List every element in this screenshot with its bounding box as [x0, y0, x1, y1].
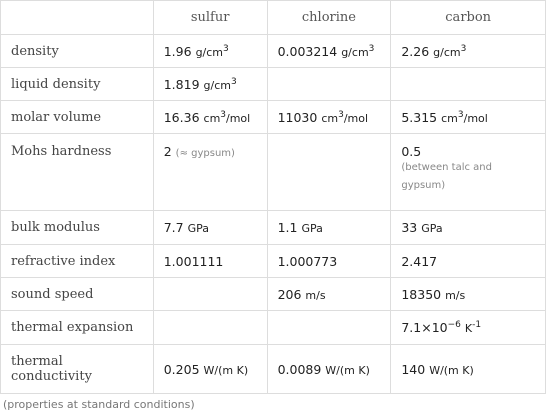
unit-exponent: 3: [230, 76, 237, 87]
empty-cell: [153, 311, 267, 345]
value-cell: [153, 245, 267, 278]
value-number: 7.1×10: [401, 320, 448, 335]
unit-exponent: 3: [220, 109, 227, 120]
value-note: (between talc and gypsum): [401, 162, 492, 191]
value-number: 0.5: [401, 144, 422, 159]
value-unit: GPa: [301, 222, 323, 235]
value-cell: [391, 101, 546, 134]
value-number: 0.0089: [277, 361, 322, 377]
empty-cell: [267, 134, 391, 211]
empty-cell: [391, 68, 546, 101]
value-unit: cm: [321, 111, 339, 125]
column-header-chlorine: chlorine: [267, 1, 391, 35]
value-unit: GPa: [187, 222, 210, 235]
value-number: 1.819: [163, 76, 200, 92]
row-label: molar volume: [1, 101, 154, 134]
value-cell: [391, 278, 546, 311]
table-row: [1, 134, 546, 211]
value-number: 2.417: [401, 253, 438, 269]
value-cell: [391, 245, 546, 278]
value-number: 140: [401, 361, 426, 377]
unit-exponent: -1: [472, 319, 482, 330]
table-row: [1, 68, 546, 101]
footnote: (properties at standard conditions): [3, 398, 195, 411]
table-row: [1, 245, 546, 278]
empty-cell: [267, 311, 391, 345]
number-exponent: −6: [447, 319, 461, 330]
value-unit: m/s: [305, 288, 326, 302]
unit-exponent: 3: [338, 109, 344, 120]
row-label: liquid density: [1, 68, 154, 101]
value-unit: g/cm: [341, 45, 369, 59]
value-number: 0.003214: [277, 43, 338, 59]
column-header-carbon: carbon: [391, 1, 546, 35]
corner-header: [1, 1, 154, 35]
value-number: 5.315: [401, 109, 438, 125]
header-row: [1, 1, 546, 35]
value-note: (≈ gypsum): [175, 148, 235, 159]
value-cell: [391, 345, 546, 394]
unit-exponent: 3: [457, 109, 464, 120]
value-unit: g/cm: [203, 78, 231, 92]
value-cell: [153, 101, 267, 134]
empty-cell: [153, 278, 267, 311]
value-cell: [267, 101, 391, 134]
value-number: 1.1: [277, 220, 298, 235]
value-cell: [267, 245, 391, 278]
row-label: bulk modulus: [1, 211, 154, 245]
row-label: thermal conductivity: [1, 345, 154, 394]
unit-exponent: 3: [368, 43, 375, 54]
value-cell: [153, 35, 267, 68]
value-unit: W/(m K): [325, 363, 370, 377]
value-number: 18350: [401, 286, 442, 302]
value-number: 16.36: [163, 109, 200, 125]
table-row: [1, 35, 546, 68]
value-number: 206: [277, 286, 302, 302]
column-header-sulfur: sulfur: [153, 1, 267, 35]
unit-exponent: 3: [460, 43, 467, 54]
value-cell: [153, 134, 267, 211]
value-cell: [391, 134, 546, 211]
value-number: 1.96: [163, 43, 192, 59]
value-unit: W/(m K): [429, 363, 474, 377]
value-number: 7.7: [163, 220, 184, 235]
table-row: [1, 278, 546, 311]
value-unit: K: [464, 322, 473, 335]
value-number: 33: [401, 220, 418, 235]
table-row: [1, 211, 546, 245]
unit-exponent: 3: [223, 43, 229, 54]
value-unit: cm: [441, 111, 458, 125]
value-cell: [267, 278, 391, 311]
row-label: refractive index: [1, 245, 154, 278]
value-unit: m/s: [445, 288, 466, 302]
row-label: thermal expansion: [1, 311, 154, 345]
value-unit: g/cm: [195, 45, 224, 59]
value-unit: W/(m K): [203, 363, 249, 377]
value-unit-suffix: /mol: [463, 111, 488, 125]
value-unit-suffix: /mol: [343, 111, 369, 125]
value-cell: [153, 68, 267, 101]
table-row: [1, 101, 546, 134]
value-cell: [391, 311, 546, 345]
value-number: 2: [163, 144, 172, 159]
value-cell: [267, 35, 391, 68]
value-unit: cm: [203, 111, 221, 125]
table-row: [1, 345, 546, 394]
value-cell: [267, 345, 391, 394]
table-row: [1, 311, 546, 345]
value-number: 2.26: [401, 43, 430, 59]
row-label: sound speed: [1, 278, 154, 311]
value-cell: [153, 345, 267, 394]
value-number: 1.000773: [277, 253, 338, 269]
value-unit: GPa: [421, 222, 443, 235]
value-number: 1.001111: [163, 253, 224, 269]
row-label: density: [1, 35, 154, 68]
value-cell: [391, 35, 546, 68]
value-unit: g/cm: [433, 45, 461, 59]
value-cell: [267, 211, 391, 245]
value-number: 11030: [277, 109, 318, 125]
empty-cell: [267, 68, 391, 101]
value-unit-suffix: /mol: [226, 111, 251, 125]
value-cell: [391, 211, 546, 245]
value-cell: [153, 211, 267, 245]
value-number: 0.205: [163, 361, 200, 377]
row-label: Mohs hardness: [1, 134, 154, 211]
